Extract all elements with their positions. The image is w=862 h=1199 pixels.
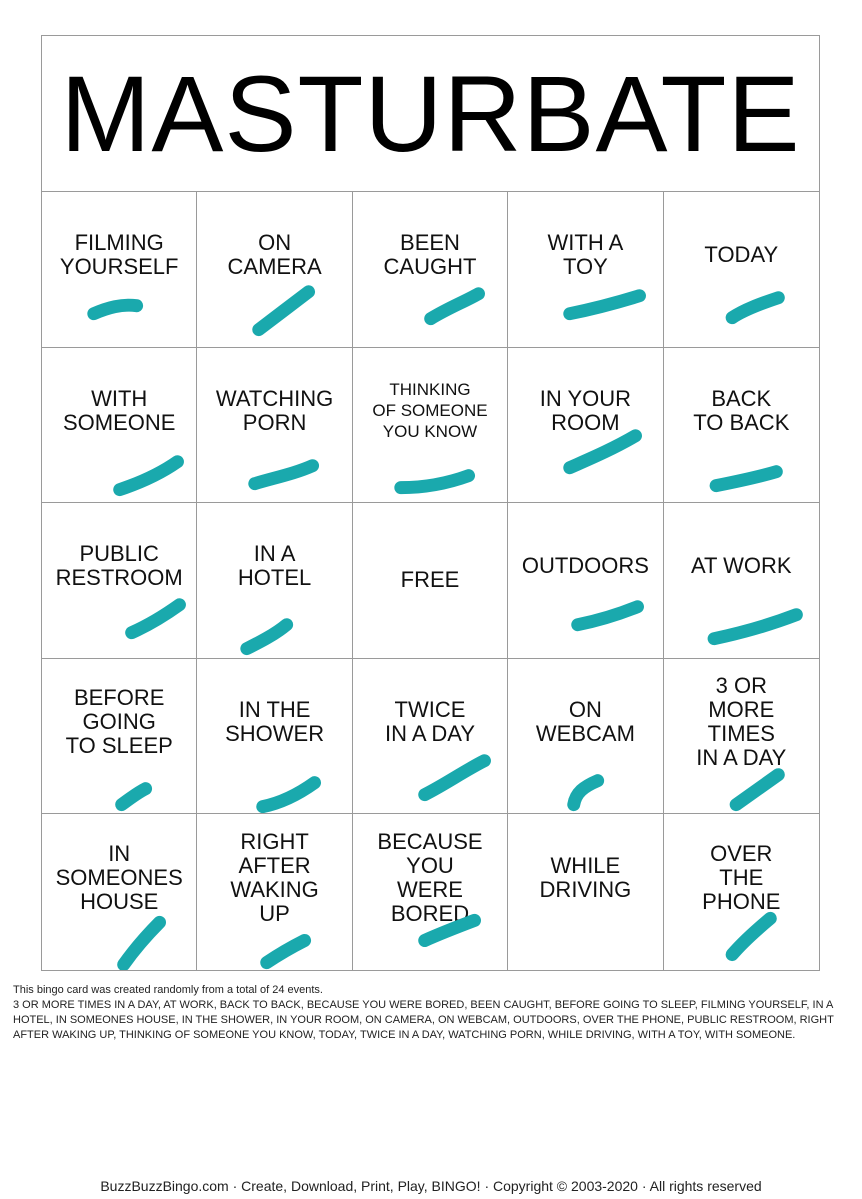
bingo-cell-label: OVER THE PHONE <box>702 841 781 915</box>
bingo-cell-label: WHILE DRIVING <box>539 853 632 903</box>
bingo-cell-label: WATCHING PORN <box>215 385 334 435</box>
bingo-cell-label: IN SOMEONES HOUSE <box>55 841 183 915</box>
bingo-cell-label: BACK TO BACK <box>693 385 790 435</box>
copyright-text: BuzzBuzzBingo.com · Create, Download, Print, Play, BINGO! · Copyright © 2003-2020 · All rights reserved <box>100 1178 762 1194</box>
bingo-cell-label: PUBLIC RESTROOM <box>55 541 183 591</box>
bingo-cell-label: WITH A TOY <box>547 230 624 280</box>
check-mark-stroke <box>664 192 819 347</box>
bingo-cell <box>353 348 508 504</box>
bingo-cell-label: WITH SOMEONE <box>62 385 176 435</box>
bingo-cell <box>42 192 197 348</box>
bingo-cell <box>197 192 352 348</box>
bingo-cell-label: BEFORE GOING TO SLEEP <box>65 685 173 759</box>
bingo-cell <box>353 192 508 348</box>
bingo-cell <box>353 503 508 659</box>
bingo-cell-label: OUTDOORS <box>521 553 649 579</box>
bingo-cell <box>664 192 819 348</box>
bingo-cell-label: TODAY <box>704 242 779 268</box>
bingo-cell <box>42 814 197 970</box>
footer-note-line-1: This bingo card was created randomly from a total of 24 events. <box>13 984 323 996</box>
bingo-cell <box>508 503 663 659</box>
bingo-cell <box>353 659 508 815</box>
bingo-cell-label: FREE <box>400 567 460 593</box>
check-mark-stroke <box>508 503 662 658</box>
bingo-cell <box>664 348 819 504</box>
bingo-cell-label: ON CAMERA <box>227 230 322 280</box>
bingo-cell-label: RIGHT AFTER WAKING UP <box>230 829 319 927</box>
bingo-cell <box>664 659 819 815</box>
bingo-cell <box>353 814 508 970</box>
bingo-cell <box>42 503 197 659</box>
bingo-cell <box>42 348 197 504</box>
bingo-cell <box>197 348 352 504</box>
bingo-cell-label: TWICE IN A DAY <box>384 697 476 747</box>
bingo-grid <box>42 192 819 970</box>
bingo-cell-label: ON WEBCAM <box>535 697 635 747</box>
bingo-cell-label: BECAUSE YOU WERE BORED <box>377 829 483 927</box>
bingo-cell <box>508 192 663 348</box>
check-mark-stroke <box>664 503 819 658</box>
bingo-cell <box>508 659 663 815</box>
bingo-card <box>41 35 820 971</box>
bingo-cell <box>197 503 352 659</box>
bingo-cell-label: IN A HOTEL <box>237 541 312 591</box>
bingo-cell-label: FILMING YOURSELF <box>59 230 179 280</box>
bingo-cell-label: BEEN CAUGHT <box>383 230 477 280</box>
card-title: MASTURBATE <box>42 36 819 192</box>
bingo-cell <box>664 503 819 659</box>
bingo-cell <box>664 814 819 970</box>
footer-note-line-2: 3 OR MORE TIMES IN A DAY, AT WORK, BACK TO BACK, BECAUSE YOU WERE BORED, BEEN CAUGHT, BEFORE GOING TO SLEEP, FILMING YOURSELF, IN A HOTEL, IN SOMEONES HOUSE, IN THE SHOWER, IN YOUR ROOM, ON CAMERA, ON WEBCAM, OUTDOORS, OVER THE PHONE, PUBLIC RESTROOM, RIGHT AFTER WAKING UP, THINKING OF SOMEONE YOU KNOW, TODAY, TWICE IN A DAY, WATCHING PORN, WHILE DRIVING, WITH A TOY, WITH SOMEONE. <box>13 999 834 1041</box>
bingo-cell-label: IN YOUR ROOM <box>539 385 632 435</box>
bingo-cell <box>508 348 663 504</box>
bingo-cell <box>197 814 352 970</box>
bingo-cell-label: 3 OR MORE TIMES IN A DAY <box>696 673 787 771</box>
bingo-cell-label: THINKING OF SOMEONE YOU KNOW <box>372 380 488 442</box>
footer-note <box>13 983 843 1043</box>
bingo-cell <box>42 659 197 815</box>
bingo-cell <box>197 659 352 815</box>
bingo-cell <box>508 814 663 970</box>
bingo-cell-label: IN THE SHOWER <box>225 697 325 747</box>
bingo-cell-label: AT WORK <box>690 553 792 579</box>
